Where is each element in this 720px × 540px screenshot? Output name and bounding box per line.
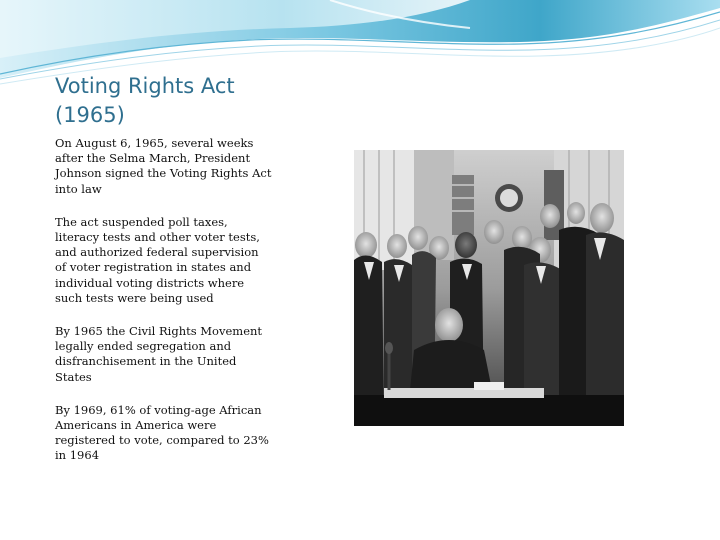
slide-title-line-1: Voting Rights Act <box>55 74 235 98</box>
paragraph-act-provisions: The act suspended poll taxes, literacy tests and other voter tests, and authorized federal supervision of voter registration in states and individual voting districts where such tests were being used <box>55 214 260 305</box>
slide-title-line-2: (1965) <box>55 103 125 127</box>
slide-body-text <box>55 136 273 482</box>
paragraph-movement-outcome: By 1965 the Civil Rights Movement legally ended segregation and disfranchisement in the United States <box>55 324 263 384</box>
slide-title <box>55 72 315 130</box>
signing-ceremony-photo <box>354 150 624 426</box>
paragraph-signing: On August 6, 1965, several weeks after the Selma March, President Johnson signed the Voting Rights Act into law <box>55 136 272 196</box>
paragraph-registration-statistics: By 1969, 61% of voting-age African Americans in America were registered to vote, compared to 23% in 1964 <box>55 402 269 463</box>
